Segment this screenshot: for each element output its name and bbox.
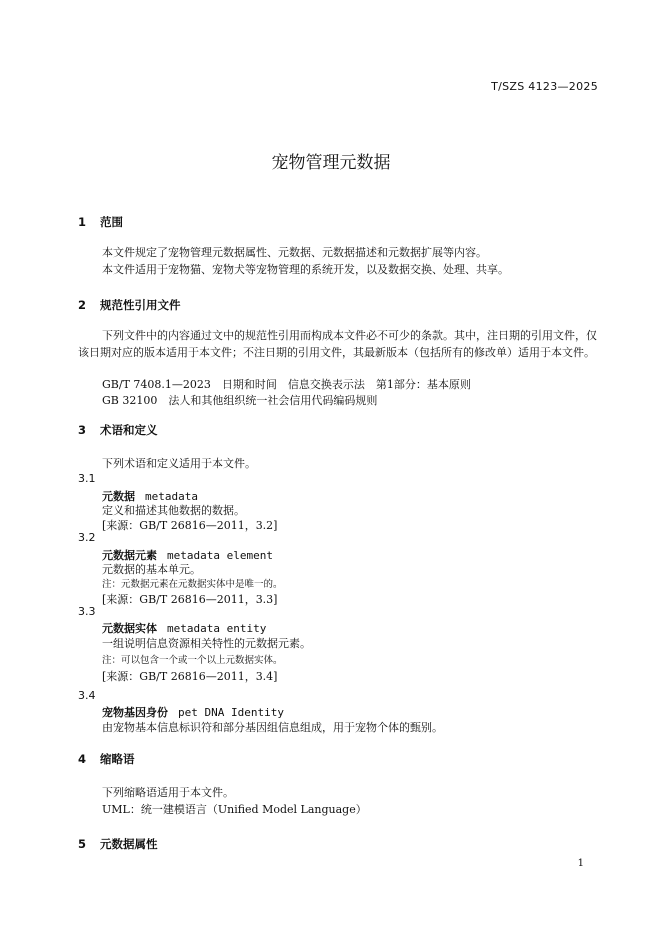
section-title: 规范性引用文件: [100, 298, 181, 312]
document-title: 宠物管理元数据: [271, 153, 391, 173]
term-english: metadata element: [167, 549, 273, 562]
scope-paragraph-1: 本文件规定了宠物管理元数据属性、元数据、元数据描述和元数据扩展等内容。: [102, 246, 487, 259]
term-source: [来源：GB/T 26816—2011，3.4]: [102, 670, 278, 683]
term-chinese: 元数据: [102, 490, 135, 503]
term-definition: 定义和描述其他数据的数据。: [102, 504, 245, 517]
term-number: 3.3: [78, 605, 96, 618]
normative-intro: 下列文件中的内容通过文中的规范性引用而构成本文件必不可少的条款。其中，注日期的引用文件，仅该日期对应的版本适用于本文件；不注日期的引用文件，其最新版本（包括所有的修改单）适用于本文件。: [78, 329, 597, 359]
term-chinese: 宠物基因身份: [102, 706, 168, 719]
term-heading: [102, 704, 284, 720]
term-number: 3.4: [78, 689, 96, 702]
terms-intro: 下列术语和定义适用于本文件。: [102, 457, 256, 470]
section-number: 5: [78, 837, 87, 851]
section-number: 1: [78, 215, 87, 229]
term-chinese: 元数据元素: [102, 549, 157, 562]
normative-reference-1: GB/T 7408.1—2023 日期和时间 信息交换表示法 第1部分：基本原则: [102, 378, 471, 391]
section-number: 2: [78, 298, 87, 312]
section-title: 术语和定义: [100, 423, 158, 437]
term-definition: 一组说明信息资源相关特性的元数据元素。: [102, 637, 311, 650]
term-definition: 由宠物基本信息标识符和部分基因组信息组成，用于宠物个体的甄别。: [102, 721, 443, 734]
term-english: metadata entity: [167, 622, 267, 635]
term-note: 注：可以包含一个或一个以上元数据实体。: [102, 655, 283, 666]
page-number: 1: [577, 858, 584, 869]
section-number: 4: [78, 752, 87, 766]
normative-reference-2: GB 32100 法人和其他组织统一社会信用代码编码规则: [102, 394, 378, 407]
section-title: 缩略语: [100, 752, 135, 766]
term-note: 注：元数据元素在元数据实体中是唯一的。: [102, 579, 283, 590]
term-definition: 元数据的基本单元。: [102, 563, 201, 576]
section-number: 3: [78, 423, 87, 437]
section-title: 元数据属性: [100, 837, 158, 851]
term-source: [来源：GB/T 26816—2011，3.2]: [102, 519, 278, 532]
scope-paragraph-2: 本文件适用于宠物猫、宠物犬等宠物管理的系统开发，以及数据交换、处理、共享。: [102, 263, 509, 276]
term-number: 3.1: [78, 472, 96, 485]
term-heading: [102, 620, 266, 636]
abbreviations-intro: 下列缩略语适用于本文件。: [102, 786, 234, 799]
section-heading-1: [78, 214, 123, 230]
section-heading-3: [78, 422, 158, 438]
section-heading-2: [78, 297, 181, 313]
term-chinese: 元数据实体: [102, 622, 157, 635]
term-english: metadata: [145, 490, 198, 503]
standard-code: T/SZS 4123—2025: [491, 80, 598, 93]
term-source: [来源：GB/T 26816—2011，3.3]: [102, 593, 278, 606]
section-title: 范围: [100, 215, 124, 229]
section-heading-4: [78, 751, 135, 767]
term-english: pet DNA Identity: [178, 706, 284, 719]
term-number: 3.2: [78, 531, 96, 544]
section-heading-5: [78, 836, 158, 852]
abbreviation-uml: UML：统一建模语言（Unified Model Language）: [102, 803, 367, 816]
